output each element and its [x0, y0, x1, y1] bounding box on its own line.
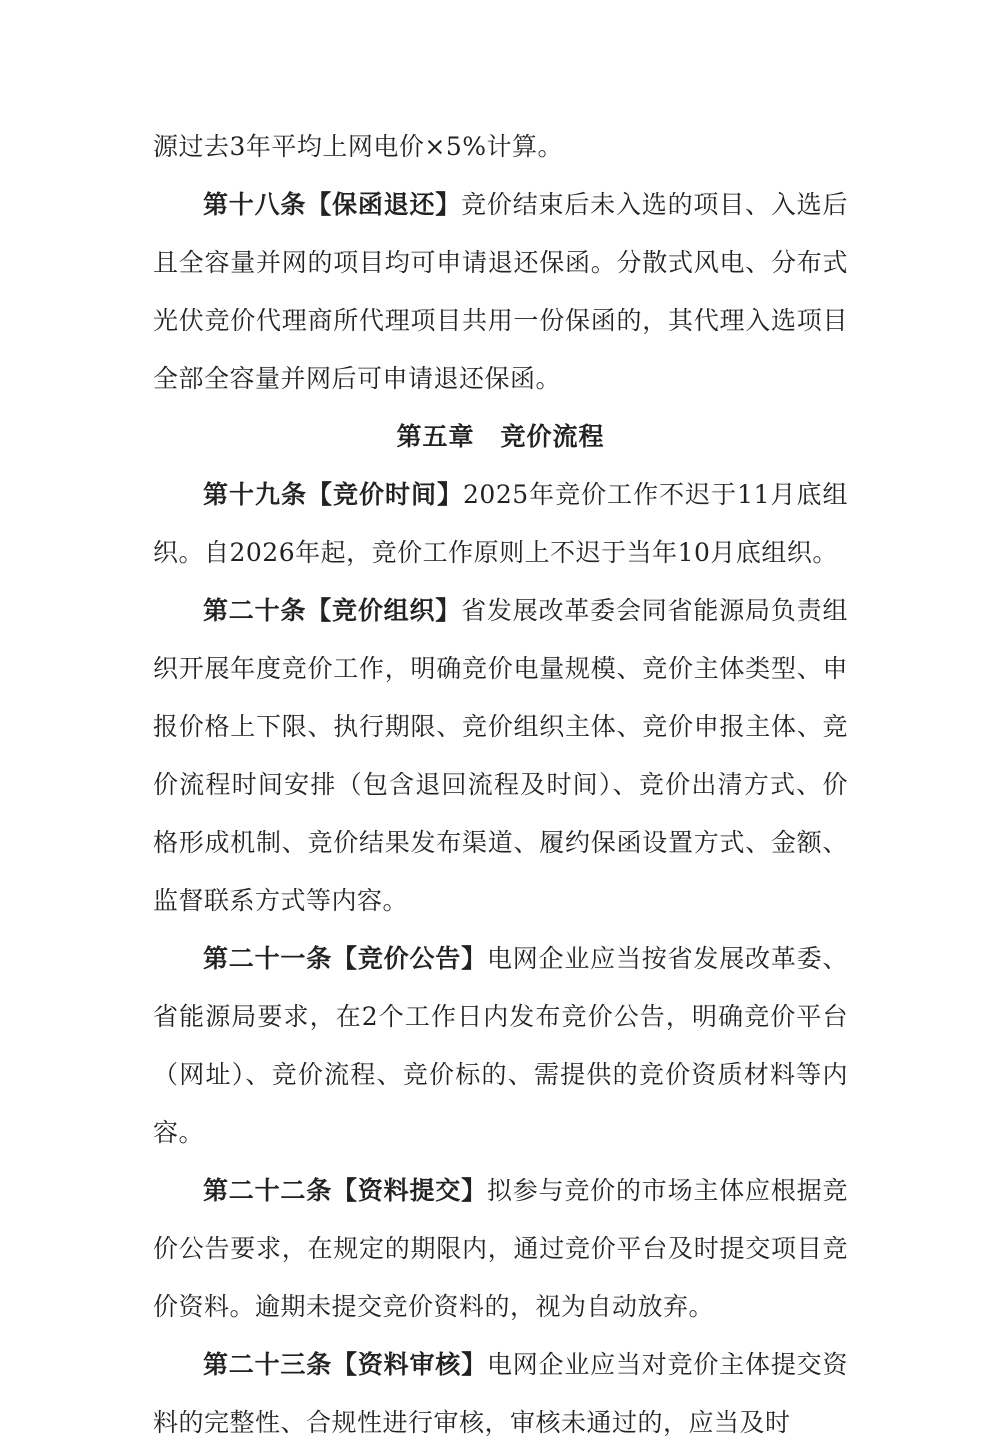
article-21 — [153, 930, 848, 1162]
article-19-label: 第十九条【竞价时间】 — [203, 480, 464, 509]
article-21-text: 电网企业应当按省发展改革委、省能源局要求，在2个工作日内发布竞价公告，明确竞价平台（网址）、竞价流程、竞价标的、需提供的竞价资质材料等内容。 — [153, 944, 848, 1147]
chapter-5-title: 第五章 竞价流程 — [396, 422, 605, 451]
paragraph-continuation — [153, 118, 848, 176]
article-20-label: 第二十条【竞价组织】 — [203, 596, 462, 625]
document-body — [153, 118, 848, 1452]
article-21-label: 第二十一条【竞价公告】 — [203, 944, 487, 973]
article-19 — [153, 466, 848, 582]
article-23-text: 电网企业应当对竞价主体提交资料的完整性、合规性进行审核，审核未通过的，应当及时 — [153, 1350, 848, 1437]
article-19-text: 2025年竞价工作不迟于11月底组织。自2026年起，竞价工作原则上不迟于当年10月底组织。 — [153, 480, 848, 567]
article-23-label: 第二十三条【资料审核】 — [203, 1350, 487, 1379]
continuation-text: 源过去3年平均上网电价×5%计算。 — [153, 132, 564, 161]
article-23 — [153, 1336, 848, 1452]
chapter-heading — [153, 408, 848, 466]
article-22-label: 第二十二条【资料提交】 — [203, 1176, 487, 1205]
article-20-text: 省发展改革委会同省能源局负责组织开展年度竞价工作，明确竞价电量规模、竞价主体类型、申报价格上下限、执行期限、竞价组织主体、竞价申报主体、竞价流程时间安排（包含退回流程及时间）、竞价出清方式、价格形成机制、竞价结果发布渠道、履约保函设置方式、金额、监督联系方式等内容。 — [153, 596, 848, 915]
article-22 — [153, 1162, 848, 1336]
article-18-label: 第十八条【保函退还】 — [203, 190, 462, 219]
article-22-text: 拟参与竞价的市场主体应根据竞价公告要求，在规定的期限内，通过竞价平台及时提交项目竞价资料。逾期未提交竞价资料的，视为自动放弃。 — [153, 1176, 848, 1321]
article-18 — [153, 176, 848, 408]
article-20 — [153, 582, 848, 930]
article-18-text: 竞价结束后未入选的项目、入选后且全容量并网的项目均可申请退还保函。分散式风电、分布式光伏竞价代理商所代理项目共用一份保函的，其代理入选项目全部全容量并网后可申请退还保函。 — [153, 190, 848, 393]
